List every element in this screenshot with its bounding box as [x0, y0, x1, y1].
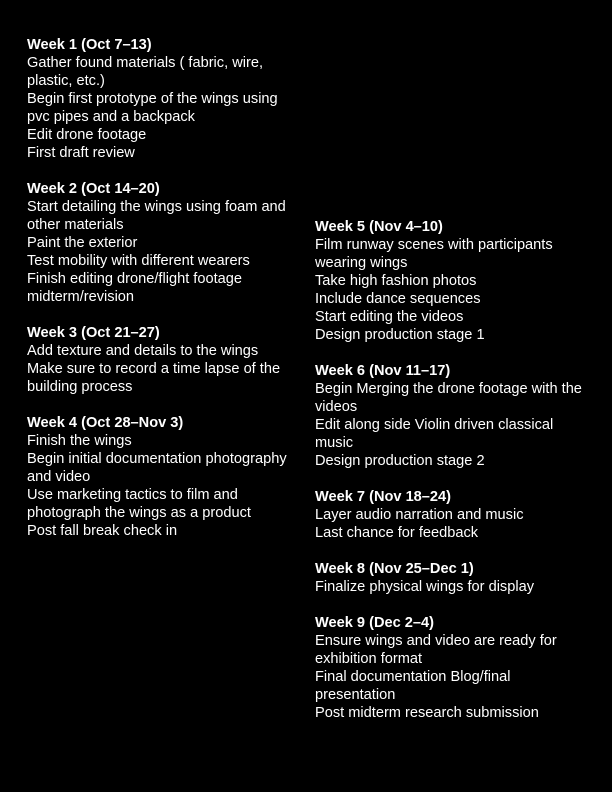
week-block-9 — [315, 614, 585, 722]
schedule-column-right — [315, 218, 585, 740]
task-item: Make sure to record a time lapse of the building process — [27, 361, 281, 395]
week-block-1 — [27, 36, 302, 162]
task-item: Post midterm research submission — [315, 705, 539, 721]
task-item: Layer audio narration and music — [315, 507, 524, 523]
task-item: Begin initial documentation photography and video — [27, 451, 287, 485]
week-block-7 — [315, 488, 585, 542]
task-item: Start editing the videos — [315, 309, 464, 325]
schedule-column-left — [27, 36, 302, 558]
task-item: Begin Merging the drone footage with the videos — [315, 381, 582, 415]
task-item: Start detailing the wings using foam and other materials — [27, 199, 286, 233]
task-item: Ensure wings and video are ready for exhibition format — [315, 633, 557, 667]
task-item: Final documentation Blog/final presentation — [315, 669, 511, 703]
task-item: Edit drone footage — [27, 127, 147, 143]
week-block-2 — [27, 180, 302, 306]
week-heading: Week 1 (Oct 7–13) — [27, 37, 152, 53]
task-item: Begin first prototype of the wings using pvc pipes and a backpack — [27, 91, 278, 125]
task-item: Design production stage 1 — [315, 327, 485, 343]
task-item: Design production stage 2 — [315, 453, 485, 469]
week-heading: Week 2 (Oct 14–20) — [27, 181, 160, 197]
week-heading: Week 8 (Nov 25–Dec 1) — [315, 561, 474, 577]
task-item: Finish editing drone/flight footage midterm/revision — [27, 271, 242, 305]
week-heading: Week 6 (Nov 11–17) — [315, 363, 451, 379]
week-heading: Week 3 (Oct 21–27) — [27, 325, 160, 341]
week-heading: Week 5 (Nov 4–10) — [315, 219, 443, 235]
task-item: Finish the wings — [27, 433, 132, 449]
week-block-4 — [27, 414, 302, 540]
task-item: Add texture and details to the wings — [27, 343, 259, 359]
task-item: Film runway scenes with participants wearing wings — [315, 237, 553, 271]
week-block-3 — [27, 324, 302, 396]
task-item: Paint the exterior — [27, 235, 138, 251]
week-heading: Week 9 (Dec 2–4) — [315, 615, 434, 631]
task-item: Finalize physical wings for display — [315, 579, 534, 595]
task-item: Gather found materials ( fabric, wire, plastic, etc.) — [27, 55, 264, 89]
task-item: Last chance for feedback — [315, 525, 479, 541]
week-block-6 — [315, 362, 585, 470]
week-block-8 — [315, 560, 585, 596]
week-block-5 — [315, 218, 585, 344]
task-item: First draft review — [27, 145, 135, 161]
task-item: Use marketing tactics to film and photograph the wings as a product — [27, 487, 251, 521]
task-item: Edit along side Violin driven classical music — [315, 417, 554, 451]
week-heading: Week 4 (Oct 28–Nov 3) — [27, 415, 184, 431]
task-item: Take high fashion photos — [315, 273, 477, 289]
task-item: Test mobility with different wearers — [27, 253, 250, 269]
task-item: Post fall break check in — [27, 523, 178, 539]
task-item: Include dance sequences — [315, 291, 481, 307]
week-heading: Week 7 (Nov 18–24) — [315, 489, 452, 505]
